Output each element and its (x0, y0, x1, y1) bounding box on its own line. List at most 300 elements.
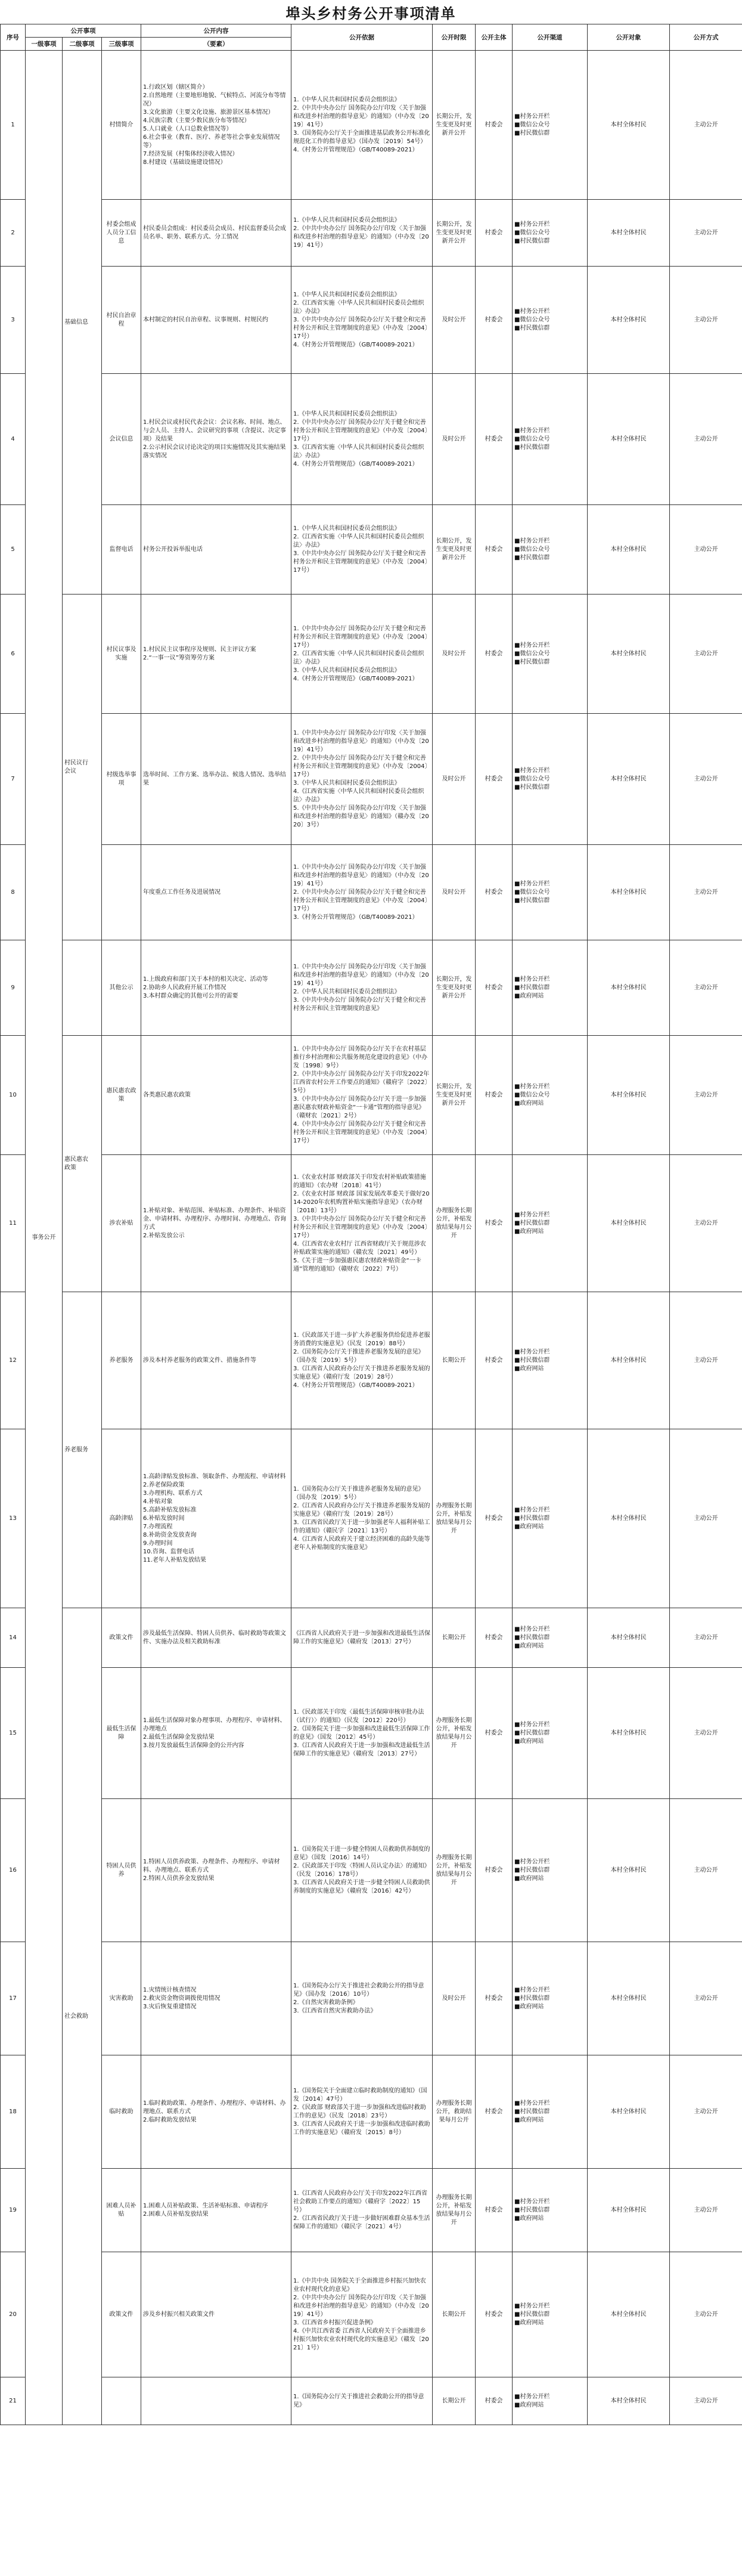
basis-cell: 1.《中华人民共和国村民委员会组织法》 2.《江西省实施〈中华人民共和国村民委员会组织法〉办法》 3.《中共中央办公厅 国务院办公厅关于健全和完善村务公开和民主管理制度的意见》（中办发〔2004〕17号） (291, 505, 433, 595)
content-cell (141, 2377, 291, 2425)
level3-cell: 特困人员供养 (102, 1799, 141, 1942)
method-cell: 主动公开 (670, 845, 742, 940)
channel-item (514, 537, 585, 546)
channel-cell (513, 51, 588, 200)
channel-item (514, 658, 585, 667)
row-seq: 11 (1, 1155, 26, 1292)
channel-label: 村民微信群 (520, 444, 550, 451)
time-cell: 及时公开 (433, 845, 476, 940)
checked-box-icon: ■ (514, 976, 520, 983)
header-basis: 公开依据 (291, 24, 433, 51)
content-cell: 各类惠民惠农政策 (141, 1036, 291, 1155)
time-cell: 及时公开 (433, 714, 476, 845)
checked-box-icon: ■ (514, 1365, 520, 1372)
table-row (1, 1036, 742, 1155)
checked-box-icon: ■ (514, 775, 520, 782)
level2-cell: 社会救助 (63, 1608, 102, 2425)
level3-cell: 高龄津贴 (102, 1429, 141, 1608)
channel-label: 村民微信群 (520, 1219, 550, 1227)
subject-cell: 村委会 (476, 267, 513, 374)
channel-label: 政府网站 (520, 1738, 544, 1745)
method-cell: 主动公开 (670, 2377, 742, 2425)
row-seq: 14 (1, 1608, 26, 1668)
level3-cell (102, 2377, 141, 2425)
channel-label: 村务公开栏 (520, 767, 550, 774)
basis-cell: 1.《中华人民共和国村民委员会组织法》 2.《中共中央办公厅 国务院办公厅印发〈关于加强和改进乡村治理的指导意见〉的通知》（中办发〔2019〕41号） (291, 200, 433, 267)
channel-item (514, 1858, 585, 1866)
channel-cell (513, 845, 588, 940)
header-row-1 (1, 24, 742, 38)
subject-cell: 村委会 (476, 2377, 513, 2425)
channel-label: 微信公众号 (520, 229, 550, 236)
channel-label: 村务公开栏 (520, 1858, 550, 1865)
channel-label: 村民微信群 (520, 554, 550, 561)
channel-label: 村务公开栏 (520, 2100, 550, 2107)
checked-box-icon: ■ (514, 546, 520, 553)
checked-box-icon: ■ (514, 767, 520, 774)
target-cell: 本村全体村民 (588, 51, 670, 200)
basis-cell: 1.《国务院关于进一步健全特困人员救助供养制度的意见》（国发〔2016〕14号） 2.《民政部关于印发〈特困人员认定办法〉的通知》（民发〔2016〕178号） 3.《江西省人民政府关于进一步健全特困人员救助供养制度的实施意见》（赣府发〔2016〕42号） (291, 1799, 433, 1942)
method-cell: 主动公开 (670, 1155, 742, 1292)
row-seq: 2 (1, 200, 26, 267)
channel-item (514, 992, 585, 1001)
row-seq: 15 (1, 1668, 26, 1799)
row-seq: 6 (1, 595, 26, 714)
checked-box-icon: ■ (514, 658, 520, 665)
basis-cell: 1.《民政部关于进一步扩大养老服务供给促进养老服务消费的实施意见》（民发〔2019〕88号） 2.《国务院办公厅关于推进养老服务发展的意见》（国办发〔2019〕5号） 3.《江西省人民政府办公厅关于推进养老服务发展的实施意见》（赣府厅发〔2019〕28号） 4.《村务公开管理规范》（GB/T40089-2021） (291, 1292, 433, 1429)
checked-box-icon: ■ (514, 784, 520, 791)
channel-label: 政府网站 (520, 2401, 544, 2408)
content-cell: 村务公开投诉举报电话 (141, 505, 291, 595)
basis-cell: 1.《农业农村部 财政部关于印发农村补贴政策措施的通知》（农办财〔2018〕41号） 2.《农业农村部 财政部 国家发展改革委关于做好2014-2020年农机购置补贴实施指导意见》（农办财〔2018〕13号） 3.《中共中央办公厅 国务院办公厅关于健全和完善村务公开和民主管理制度的意见》（中办发〔2004〕17号） 4.《江西省农业农村厅 江西省财政厅关于规范涉农补贴政策实施的通知》（赣农发〔2021〕49号） 5.《关于进一步加强惠民惠农财政补贴资金“一卡通”管理的通知》（赣财农〔2022〕7号） (291, 1155, 433, 1292)
header-seq: 序号 (1, 24, 26, 51)
channel-label: 政府网站 (520, 2116, 544, 2123)
channel-item (514, 1875, 585, 1883)
time-cell: 及时公开 (433, 374, 476, 505)
checked-box-icon: ■ (514, 1091, 520, 1098)
checked-box-icon: ■ (514, 2319, 520, 2326)
channel-item (514, 1738, 585, 1746)
row-seq: 18 (1, 2055, 26, 2169)
checked-box-icon: ■ (514, 2311, 520, 2318)
channel-item (514, 444, 585, 452)
row-seq: 17 (1, 1942, 26, 2055)
level3-cell: 最低生活保障 (102, 1668, 141, 1799)
table-row (1, 1155, 742, 1292)
row-seq: 8 (1, 845, 26, 940)
checked-box-icon: ■ (514, 1738, 520, 1745)
method-cell: 主动公开 (670, 505, 742, 595)
channel-item (514, 1626, 585, 1634)
channel-label: 村务公开栏 (520, 880, 550, 887)
channel-label: 村民微信群 (520, 658, 550, 665)
subject-cell: 村委会 (476, 200, 513, 267)
header-content-sub: （要素） (141, 38, 291, 51)
header-method: 公开方式 (670, 24, 742, 51)
checked-box-icon: ■ (514, 237, 520, 244)
channel-cell (513, 2252, 588, 2377)
channel-label: 政府网站 (520, 1365, 544, 1372)
channel-item (514, 767, 585, 775)
channel-label: 微信公众号 (520, 435, 550, 442)
subject-cell: 村委会 (476, 1429, 513, 1608)
channel-item (514, 1642, 585, 1651)
time-cell: 及时公开 (433, 595, 476, 714)
channel-label: 微信公众号 (520, 121, 550, 128)
channel-label: 微信公众号 (520, 650, 550, 657)
checked-box-icon: ■ (514, 1515, 520, 1522)
time-cell: 长期公开 (433, 2377, 476, 2425)
channel-label: 村民微信群 (520, 1866, 550, 1874)
channel-cell (513, 2169, 588, 2252)
row-seq: 20 (1, 2252, 26, 2377)
channel-label: 村民微信群 (520, 324, 550, 332)
row-seq: 10 (1, 1036, 26, 1155)
channel-item (514, 775, 585, 784)
level3-cell: 村委会组成人员分工信息 (102, 200, 141, 267)
target-cell: 本村全体村民 (588, 267, 670, 374)
subject-cell: 村委会 (476, 1292, 513, 1429)
channel-label: 村民微信群 (520, 784, 550, 791)
disclosure-table (0, 24, 742, 2425)
channel-label: 政府网站 (520, 1875, 544, 1882)
time-cell: 办理服务长期公开，补贴发放结果每月公开 (433, 1429, 476, 1608)
target-cell: 本村全体村民 (588, 1942, 670, 2055)
row-seq: 7 (1, 714, 26, 845)
checked-box-icon: ■ (514, 888, 520, 896)
basis-cell: 1.《中共中央办公厅 国务院办公厅印发〈关于加强和改进乡村治理的指导意见〉的通知》（中办发〔2019〕41号） 2.《中华人民共和国村民委员会组织法》 3.《中共中央办公厅 国务院办公厅关于健全和完善村务公开和民主管理制度的意见》 (291, 940, 433, 1036)
content-cell: 涉及本村养老服务的政策文件、措施条件等 (141, 1292, 291, 1429)
method-cell: 主动公开 (670, 1608, 742, 1668)
subject-cell: 村委会 (476, 1799, 513, 1942)
header-level2: 二级事项 (63, 38, 102, 51)
method-cell: 主动公开 (670, 1799, 742, 1942)
target-cell: 本村全体村民 (588, 1668, 670, 1799)
channel-cell (513, 940, 588, 1036)
time-cell: 长期公开 (433, 1292, 476, 1429)
header-content-group: 公开内容 (141, 24, 291, 38)
checked-box-icon: ■ (514, 2393, 520, 2400)
channel-item (514, 2311, 585, 2319)
content-cell: 涉及乡村振兴相关政策文件 (141, 2252, 291, 2377)
channel-item (514, 427, 585, 435)
basis-cell: 1.《中华人民共和国村民委员会组织法》 2.《中共中央办公厅 国务院办公厅印发〈关于加强和改进乡村治理的指导意见〉的通知》（中办发〔2019〕41号） 3.《国务院办公厅关于全面推进基层政务公开标准化规范化工作的指导意见》（国办发〔2019〕54号） 4.《村务公开管理规范》（GB/T40089-2021） (291, 51, 433, 200)
level3-cell: 养老服务 (102, 1292, 141, 1429)
channel-label: 政府网站 (520, 1100, 544, 1107)
channel-label: 政府网站 (520, 2215, 544, 2222)
channel-item (514, 554, 585, 562)
checked-box-icon: ■ (514, 2116, 520, 2123)
channel-item (514, 1866, 585, 1875)
table-row (1, 595, 742, 714)
basis-cell: 1.《国务院办公厅关于推进社会救助公开的指导意见》（国办发〔2016〕10号） 2.《自然灾害救助条例》 3.《江西省自然灾害救助办法》 (291, 1942, 433, 2055)
channel-cell (513, 1942, 588, 2055)
row-seq: 12 (1, 1292, 26, 1429)
method-cell: 主动公开 (670, 1429, 742, 1608)
content-cell: 1.高龄津贴发放标准、领取条件、办理流程、申请材料 2.养老保险政策 3.办理机构、联系方式 4.补贴对象 5.高龄补贴发放标准 6.补贴发放时间 7.办理流程 8.补助资金发放查询 9.办理时间 10.咨询、监督电话 11.老年人补贴发放结果 (141, 1429, 291, 1608)
target-cell: 本村全体村民 (588, 2169, 670, 2252)
table-row (1, 1668, 742, 1799)
method-cell: 主动公开 (670, 267, 742, 374)
channel-cell (513, 1668, 588, 1799)
checked-box-icon: ■ (514, 992, 520, 999)
time-cell: 长期公开，发生变更及时更新并公开 (433, 940, 476, 1036)
checked-box-icon: ■ (514, 427, 520, 434)
channel-cell (513, 1608, 588, 1668)
channel-item (514, 888, 585, 897)
level3-cell: 村民自治章程 (102, 267, 141, 374)
channel-label: 微信公众号 (520, 888, 550, 896)
content-cell: 1.上级政府和部门关于本村的相关决定、活动等 2.协助乡人民政府开展工作情况 3.本村群众确定的其他可公开的需要 (141, 940, 291, 1036)
channel-item (514, 308, 585, 316)
channel-item (514, 1634, 585, 1642)
channel-item (514, 2302, 585, 2311)
table-row (1, 1942, 742, 2055)
content-cell: 年度重点工作任务及进展情况 (141, 845, 291, 940)
checked-box-icon: ■ (514, 1866, 520, 1874)
checked-box-icon: ■ (514, 121, 520, 128)
channel-cell (513, 1036, 588, 1155)
checked-box-icon: ■ (514, 897, 520, 904)
channel-label: 村务公开栏 (520, 308, 550, 315)
target-cell: 本村全体村民 (588, 2055, 670, 2169)
method-cell: 主动公开 (670, 374, 742, 505)
channel-label: 村务公开栏 (520, 2302, 550, 2309)
checked-box-icon: ■ (514, 1211, 520, 1218)
channel-item (514, 237, 585, 246)
subject-cell: 村委会 (476, 1155, 513, 1292)
basis-cell: 《江西省人民政府关于进一步加强和改进最低生活保障工作的实施意见》（赣府发〔2013〕27号） (291, 1608, 433, 1668)
table-row (1, 374, 742, 505)
channel-item (514, 2198, 585, 2206)
level3-cell (102, 845, 141, 940)
subject-cell: 村委会 (476, 2169, 513, 2252)
channel-label: 微信公众号 (520, 316, 550, 323)
channel-label: 村民微信群 (520, 2108, 550, 2115)
level2-cell: 惠民惠农 政策 (63, 1036, 102, 1292)
channel-label: 微信公众号 (520, 1091, 550, 1098)
checked-box-icon: ■ (514, 554, 520, 561)
method-cell: 主动公开 (670, 1942, 742, 2055)
level3-cell: 村情简介 (102, 51, 141, 200)
channel-item (514, 1211, 585, 1219)
checked-box-icon: ■ (514, 2401, 520, 2408)
level3-cell: 村民议事及实施 (102, 595, 141, 714)
channel-item (514, 1365, 585, 1373)
channel-label: 村民微信群 (520, 1729, 550, 1736)
checked-box-icon: ■ (514, 1995, 520, 2002)
checked-box-icon: ■ (514, 642, 520, 649)
channel-item (514, 2206, 585, 2215)
table-row (1, 2377, 742, 2425)
subject-cell: 村委会 (476, 1036, 513, 1155)
time-cell: 办理服务长期公开，救助结果每月公开 (433, 2055, 476, 2169)
target-cell: 本村全体村民 (588, 1429, 670, 1608)
content-cell: 1.行政区划（辖区简介） 2.自然地理（主要地形地貌、气候特点、河流分布等情况） 3.文化旅游（主要文化设施、旅游景区基本情况） 4.民族宗教（主要少数民族分布等情况） 5.人口就业（人口总数业情况等） 6.社会事业（教育、医疗、养老等社会事业发展情况等） 7.经济发展（村集体经济收入情况） 8.村建设（基础设施建设情况） (141, 51, 291, 200)
channel-item (514, 880, 585, 888)
channel-label: 村务公开栏 (520, 1506, 550, 1513)
channel-item (514, 1995, 585, 2003)
channel-item (514, 897, 585, 905)
channel-label: 村务公开栏 (520, 113, 550, 120)
content-cell: 1.临时救助政策、办理条件、办理程序、申请材料、办理地点、联系方式 2.临时救助发放结果 (141, 2055, 291, 2169)
checked-box-icon: ■ (514, 1083, 520, 1090)
channel-item (514, 1228, 585, 1236)
checked-box-icon: ■ (514, 1523, 520, 1530)
table-row (1, 2055, 742, 2169)
content-cell: 涉及最低生活保障、特困人员供养、临时救助等政策文件、实施办法及相关救助标准 (141, 1608, 291, 1668)
subject-cell: 村委会 (476, 2055, 513, 2169)
level3-cell: 惠民惠农政策 (102, 1036, 141, 1155)
channel-item (514, 2100, 585, 2108)
channel-label: 村务公开栏 (520, 976, 550, 983)
checked-box-icon: ■ (514, 308, 520, 315)
channel-label: 微信公众号 (520, 546, 550, 553)
content-cell: 1.村民民主议事程序及规则、民主评议方案 2.“一事一议”筹资筹劳方案 (141, 595, 291, 714)
time-cell: 办理服务长期公开，补贴发放结果每月公开 (433, 2169, 476, 2252)
header-subject: 公开主体 (476, 24, 513, 51)
target-cell: 本村全体村民 (588, 2377, 670, 2425)
checked-box-icon: ■ (514, 2198, 520, 2205)
table-row (1, 200, 742, 267)
time-cell: 长期公开，发生变更及时更新并公开 (433, 1036, 476, 1155)
target-cell: 本村全体村民 (588, 845, 670, 940)
channel-item (514, 1515, 585, 1523)
channel-cell (513, 1799, 588, 1942)
level3-cell: 困难人员补贴 (102, 2169, 141, 2252)
table-row (1, 267, 742, 374)
table-row (1, 51, 742, 200)
header-level1: 一级事项 (26, 38, 63, 51)
channel-label: 村务公开栏 (520, 1721, 550, 1728)
basis-cell: 1.《中共中央 国务院关于全面推进乡村振兴加快农业农村现代化的意见》 2.《中共中央办公厅 国务院办公厅印发〈关于加强和改进乡村治理的指导意见〉的通知》（中办发〔2019〕41号） 3.《江西省乡村振兴促进条例》 4.《中共江西省委 江西省人民政府关于全面推进乡村振兴加快农业农村现代化的实施意见》（赣发〔2021〕1号） (291, 2252, 433, 2377)
target-cell: 本村全体村民 (588, 595, 670, 714)
target-cell: 本村全体村民 (588, 1292, 670, 1429)
time-cell: 办理服务长期公开，补贴发放结果每月公开 (433, 1799, 476, 1942)
time-cell: 及时公开 (433, 267, 476, 374)
checked-box-icon: ■ (514, 2108, 520, 2115)
channel-cell (513, 2377, 588, 2425)
subject-cell: 村委会 (476, 374, 513, 505)
checked-box-icon: ■ (514, 444, 520, 451)
row-seq: 1 (1, 51, 26, 200)
channel-label: 村务公开栏 (520, 2393, 550, 2400)
method-cell: 主动公开 (670, 2055, 742, 2169)
checked-box-icon: ■ (514, 984, 520, 991)
subject-cell: 村委会 (476, 1608, 513, 1668)
level3-cell: 临时救助 (102, 2055, 141, 2169)
checked-box-icon: ■ (514, 1729, 520, 1736)
subject-cell: 村委会 (476, 1942, 513, 2055)
method-cell: 主动公开 (670, 2169, 742, 2252)
target-cell: 本村全体村民 (588, 1608, 670, 1668)
channel-item (514, 784, 585, 792)
header-channel: 公开渠道 (513, 24, 588, 51)
channel-cell (513, 2055, 588, 2169)
checked-box-icon: ■ (514, 1348, 520, 1355)
checked-box-icon: ■ (514, 221, 520, 228)
checked-box-icon: ■ (514, 2003, 520, 2010)
channel-label: 村务公开栏 (520, 642, 550, 649)
checked-box-icon: ■ (514, 537, 520, 544)
channel-item (514, 546, 585, 554)
channel-item (514, 435, 585, 444)
time-cell: 长期公开，发生变更及时更新并公开 (433, 505, 476, 595)
level3-cell: 村级选举事项 (102, 714, 141, 845)
checked-box-icon: ■ (514, 1721, 520, 1728)
channel-label: 村民微信群 (520, 1634, 550, 1641)
channel-item (514, 1348, 585, 1357)
subject-cell: 村委会 (476, 1668, 513, 1799)
method-cell: 主动公开 (670, 1036, 742, 1155)
time-cell: 及时公开 (433, 1942, 476, 2055)
time-cell: 长期公开，发生变更及时更新并公开 (433, 200, 476, 267)
header-items-group: 公开事项 (26, 24, 141, 38)
row-seq: 13 (1, 1429, 26, 1608)
content-cell: 本村制定的村民自治章程、议事规则、村规民约 (141, 267, 291, 374)
channel-item (514, 1523, 585, 1531)
subject-cell: 村委会 (476, 845, 513, 940)
checked-box-icon: ■ (514, 2302, 520, 2309)
table-row (1, 505, 742, 595)
level2-cell (63, 940, 102, 1036)
method-cell: 主动公开 (670, 200, 742, 267)
channel-label: 村民微信群 (520, 1515, 550, 1522)
channel-label: 村务公开栏 (520, 1626, 550, 1633)
table-row (1, 1429, 742, 1608)
channel-cell (513, 714, 588, 845)
channel-item (514, 2116, 585, 2125)
basis-cell: 1.《民政部关于印发〈最低生活保障审核审批办法（试行）〉的通知》（民发〔2012〕220号） 2.《国务院关于进一步加强和改进最低生活保障工作的意见》（国发〔2012〕45号） 3.《江西省人民政府关于进一步加强和改进最低生活保障工作的实施意见》（赣府发〔2013〕27号） (291, 1668, 433, 1799)
time-cell: 长期公开 (433, 1608, 476, 1668)
channel-label: 村务公开栏 (520, 1986, 550, 1993)
channel-label: 村务公开栏 (520, 221, 550, 228)
channel-label: 村民微信群 (520, 237, 550, 244)
channel-item (514, 221, 585, 229)
method-cell: 主动公开 (670, 1292, 742, 1429)
channel-item (514, 650, 585, 658)
time-cell: 办理服务长期公开，补贴发放结果每月公开 (433, 1155, 476, 1292)
method-cell: 主动公开 (670, 2252, 742, 2377)
checked-box-icon: ■ (514, 1858, 520, 1865)
table-row (1, 714, 742, 845)
basis-cell: 1.《中华人民共和国村民委员会组织法》 2.《江西省实施〈中华人民共和国村民委员会组织法〉办法》 3.《中共中央办公厅 国务院办公厅关于健全和完善村务公开和民主管理制度的意见》（中办发〔2004〕17号） 4.《村务公开管理规范》（GB/T40089-2021） (291, 267, 433, 374)
time-cell: 长期公开，发生变更及时更新并公开 (433, 51, 476, 200)
content-cell: 1.困难人员补贴政策、生活补贴标准、申请程序 2.困难人员补贴发放结果 (141, 2169, 291, 2252)
checked-box-icon: ■ (514, 2215, 520, 2222)
checked-box-icon: ■ (514, 1626, 520, 1633)
checked-box-icon: ■ (514, 1357, 520, 1364)
checked-box-icon: ■ (514, 1100, 520, 1107)
channel-cell (513, 1292, 588, 1429)
checked-box-icon: ■ (514, 1219, 520, 1227)
content-cell: 村民委员会组成：村民委员会成员、村民监督委员会成员名单、职务、联系方式、分工情况 (141, 200, 291, 267)
table-row (1, 1292, 742, 1429)
level3-cell: 政策文件 (102, 2252, 141, 2377)
target-cell: 本村全体村民 (588, 1799, 670, 1942)
channel-item (514, 642, 585, 650)
level2-cell: 养老服务 (63, 1292, 102, 1608)
checked-box-icon: ■ (514, 880, 520, 887)
row-seq: 19 (1, 2169, 26, 2252)
method-cell: 主动公开 (670, 940, 742, 1036)
channel-item (514, 984, 585, 992)
method-cell: 主动公开 (670, 595, 742, 714)
channel-label: 村务公开栏 (520, 427, 550, 434)
level2-cell: 村民议行 会议 (63, 595, 102, 940)
channel-item (514, 2215, 585, 2223)
target-cell: 本村全体村民 (588, 200, 670, 267)
